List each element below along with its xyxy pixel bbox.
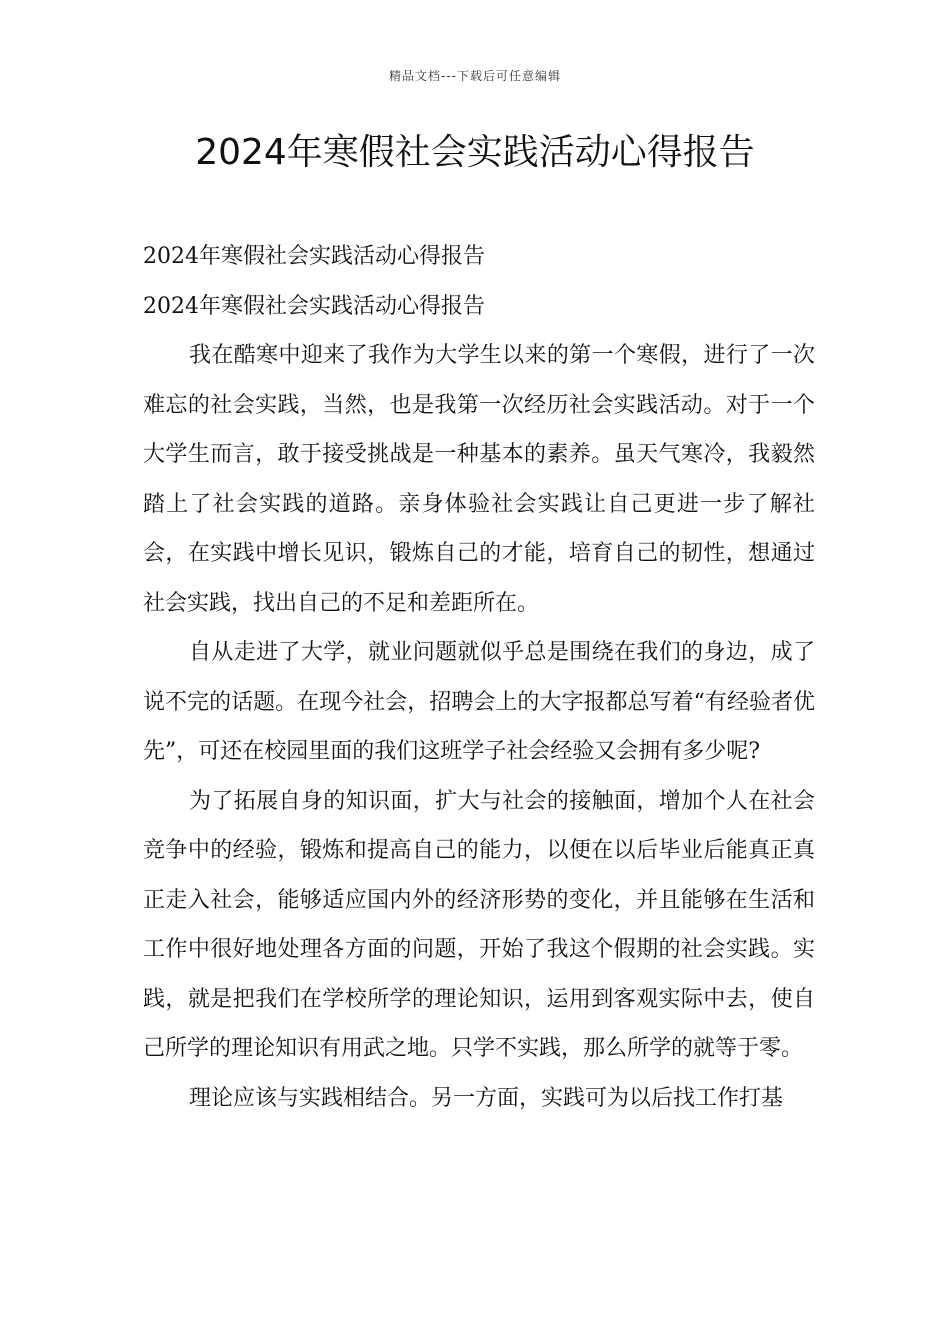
document-body bbox=[143, 232, 815, 1123]
header-note: 精品文档---下载后可任意编辑 bbox=[389, 69, 561, 83]
subtitle-line: 2024年寒假社会实践活动心得报告 bbox=[143, 293, 485, 319]
body-paragraph: 自从走进了大学，就业问题就似乎总是围绕在我们的身边，成了说不完的话题。在现今社会，招聘会上的大字报都总写着“有经验者优先”，可还在校园里面的我们这班学子社会经验又会拥有多少呢? bbox=[143, 640, 815, 764]
document-title: 2024年寒假社会实践活动心得报告 bbox=[195, 132, 755, 173]
body-paragraph: 我在酷寒中迎来了我作为大学生以来的第一个寒假，进行了一次难忘的社会实践，当然，也是我第一次经历社会实践活动。对于一个大学生而言，敢于接受挑战是一种基本的素养。虽天气寒冷，我毅然踏上了社会实践的道路。亲身体验社会实践让自己更进一步了解社会，在实践中增长见识，锻炼自己的才能，培育自己的韧性，想通过社会实践，找出自己的不足和差距所在。 bbox=[143, 343, 815, 616]
body-paragraph: 理论应该与实践相结合。另一方面，实践可为以后找工作打基 bbox=[189, 1085, 784, 1111]
body-paragraph: 为了拓展自身的知识面，扩大与社会的接触面，增加个人在社会竞争中的经验，锻炼和提高自己的能力，以便在以后毕业后能真正真正走入社会，能够适应国内外的经济形势的变化，并且能够在生活和工作中很好地处理各方面的问题，开始了我这个假期的社会实践。实践，就是把我们在学校所学的理论知识，运用到客观实际中去，使自己所学的理论知识有用武之地。只学不实践，那么所学的就等于零。 bbox=[143, 788, 815, 1061]
subtitle-line: 2024年寒假社会实践活动心得报告 bbox=[143, 244, 485, 269]
